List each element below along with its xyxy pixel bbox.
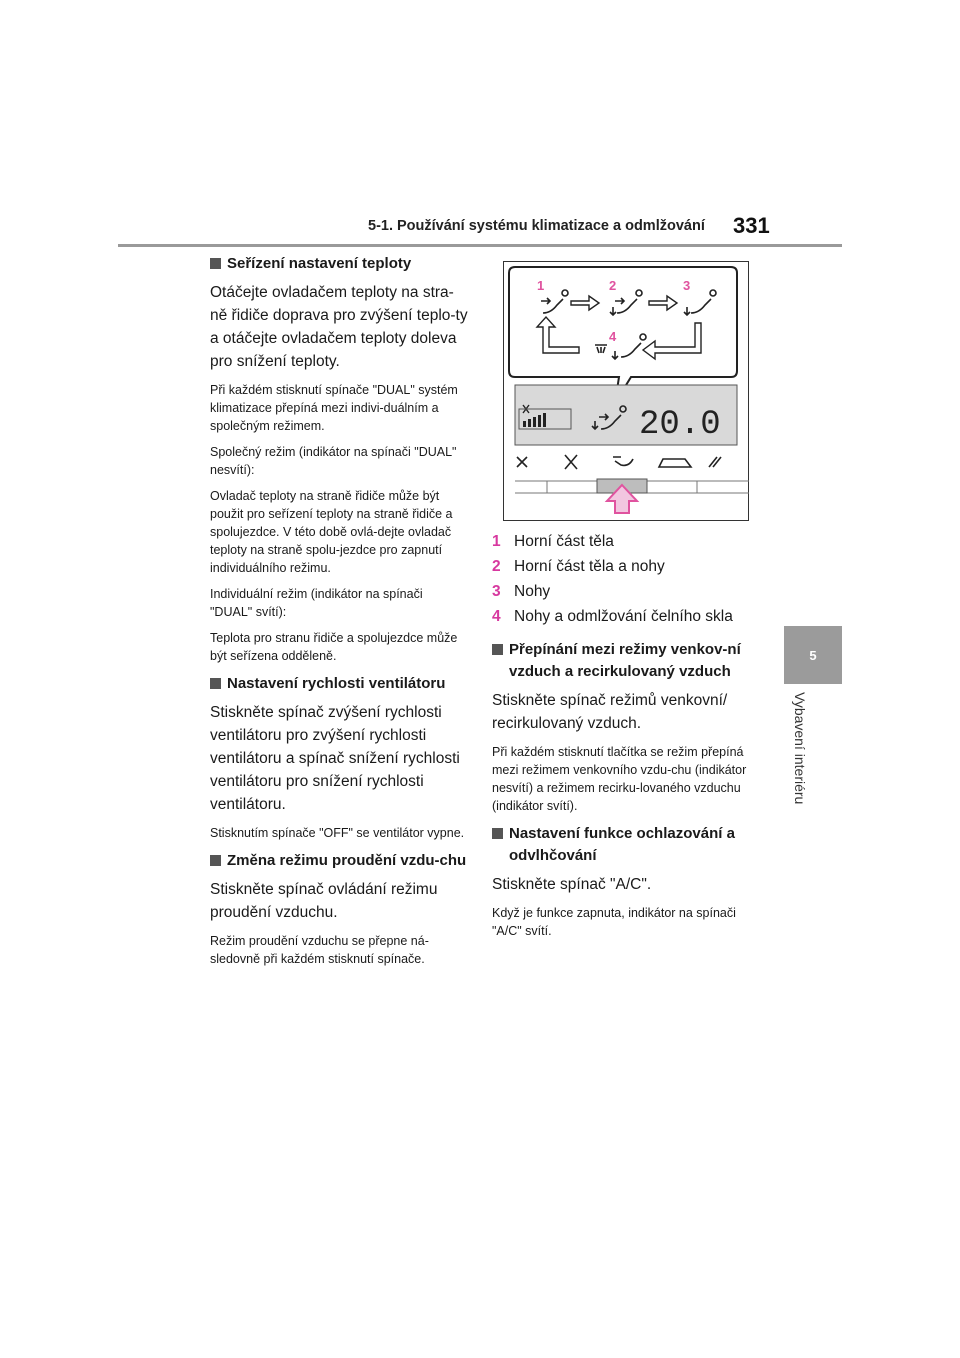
note-text: Společný režim (indikátor na spínači "DUAL" nesvítí): <box>210 445 457 477</box>
list-item: 4 Nohy a odmlžování čelního skla <box>492 608 733 625</box>
body-text: Otáčejte ovladačem teploty na stra-ně řidiče doprava pro zvýšení teplo-ty a otáčejte ovladačem teploty doleva pro snížení teploty. <box>210 284 468 370</box>
note-text: Režim proudění vzduchu se přepne ná-sledovně při každém stisknutí spínače. <box>210 934 429 966</box>
mode-label-1: 1 <box>537 278 545 293</box>
list-item: 3 Nohy <box>492 583 551 600</box>
section-heading: Změna režimu proudění vzdu-chu <box>210 850 468 872</box>
body-text: Stiskněte spínač režimů venkovní/ recirkulovaný vzduch. <box>492 692 728 732</box>
chapter-tab: 5 <box>784 626 842 684</box>
bullet-square-icon <box>492 828 503 839</box>
note-text: Teplota pro stranu řidiče a spolujezdce může být seřízena odděleně. <box>210 631 458 663</box>
airflow-mode-figure <box>503 261 749 521</box>
right-column <box>492 525 752 948</box>
note-text: Stisknutím spínače "OFF" se ventilátor vypne. <box>210 826 465 840</box>
body-text: Stiskněte spínač ovládání režimu proudění vzduchu. <box>210 881 438 921</box>
list-item: 2 Horní část těla a nohy <box>492 558 665 575</box>
bullet-square-icon <box>210 258 221 269</box>
section-heading: Nastavení rychlosti ventilátoru <box>210 673 468 695</box>
header-rule <box>118 244 842 247</box>
chapter-label: Vybavení interiéru <box>792 692 808 805</box>
section-title: 5-1. Používání systému klimatizace a odmlžování <box>368 218 705 234</box>
note-text: Při každém stisknutí spínače "DUAL" systém klimatizace přepíná mezi indivi-duálním a společným režimem. <box>210 383 458 433</box>
bullet-square-icon <box>210 678 221 689</box>
page-number: 331 <box>733 213 770 238</box>
note-text: Individuální režim (indikátor na spínači "DUAL" svítí): <box>210 587 423 619</box>
mode-label-2: 2 <box>609 278 617 293</box>
section-heading: Seřízení nastavení teploty <box>210 253 468 275</box>
list-item: 1 Horní část těla <box>492 533 614 550</box>
mode-list <box>492 529 752 629</box>
section-heading: Přepínání mezi režimy venkov-ní vzduch a recirkulovaný vzduch <box>492 639 752 683</box>
mode-label-3: 3 <box>683 278 691 293</box>
bullet-square-icon <box>492 644 503 655</box>
section-heading: Nastavení funkce ochlazování a odvlhčování <box>492 823 752 867</box>
note-text: Když je funkce zapnuta, indikátor na spínači "A/C" svítí. <box>492 906 736 938</box>
temperature-readout: 20.0 <box>639 406 721 444</box>
mode-label-4: 4 <box>609 329 617 344</box>
note-text: Ovladač teploty na straně řidiče může být použit pro seřízení teploty na straně řidiče a spolujezdce. V této době ovlá-dejte ovladač teploty na straně spolu-jezdce pro zapnutí individuálního režimu. <box>210 489 453 575</box>
left-column <box>210 253 468 976</box>
bullet-square-icon <box>210 855 221 866</box>
note-text: Při každém stisknutí tlačítka se režim přepíná mezi režimem venkovního vzdu-chu (indikátor nesvítí) a režimem recirku-lovaného vzduchu (indikátor svítí). <box>492 745 747 813</box>
body-text: Stiskněte spínač "A/C". <box>492 876 652 893</box>
body-text: Stiskněte spínač zvýšení rychlosti ventilátoru pro zvýšení rychlosti ventilátoru a spínač snížení rychlosti ventilátoru pro snížení rychlosti ventilátoru. <box>210 704 460 813</box>
